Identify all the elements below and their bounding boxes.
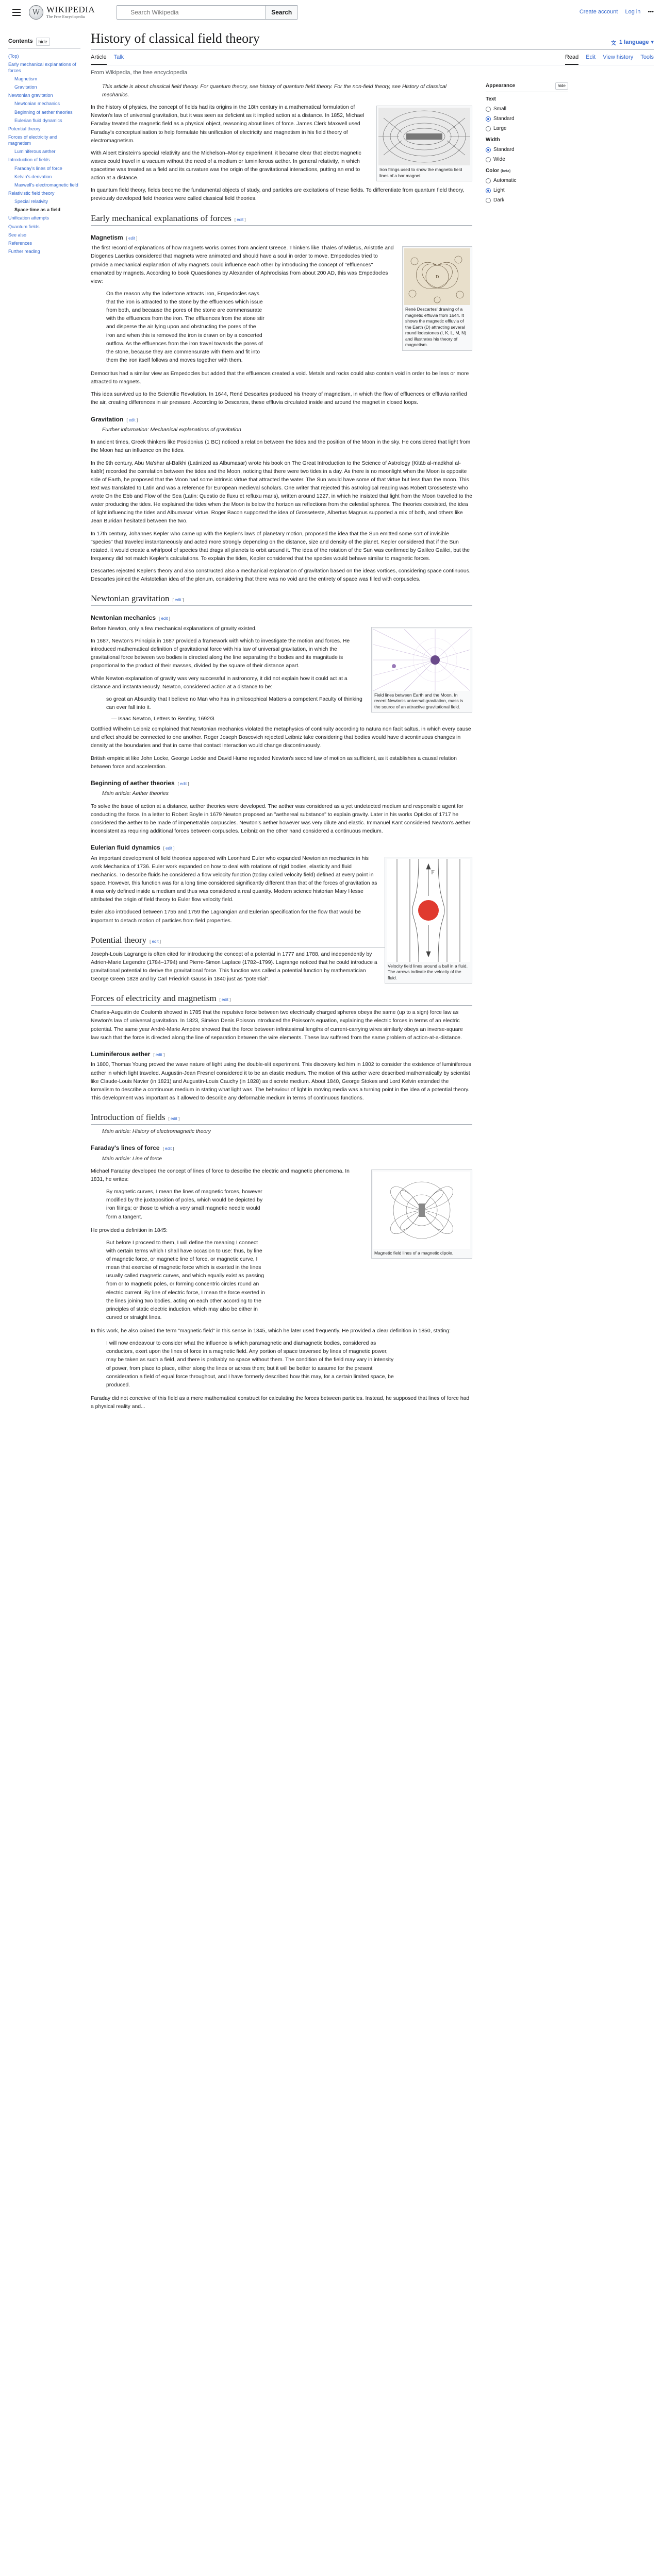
- edit-section-link[interactable]: [ edit ]: [234, 217, 246, 222]
- paragraph: Democritus had a similar view as Empedocles but added that the effluences created a void. Metals and rocks could also contain void in order to be less or more attracted to magnets.: [91, 371, 469, 385]
- subsection-heading: Beginning of aether theories [ edit ]: [91, 779, 189, 787]
- width-wide[interactable]: Wide: [486, 156, 568, 164]
- menu-bar: [12, 12, 21, 13]
- width-label: Width: [486, 137, 500, 143]
- figure-caption: Magnetic field lines of a magnetic dipole.: [374, 1250, 454, 1256]
- toc-item[interactable]: Potential theory: [8, 126, 41, 131]
- text-size-standard[interactable]: Standard: [486, 115, 568, 123]
- tagline: The Free Encyclopedia: [46, 14, 85, 19]
- hatnote: Further information: Mechanical explanations of gravitation: [102, 427, 241, 433]
- toc-item[interactable]: Further reading: [8, 248, 40, 254]
- radio-selected-icon: [486, 147, 491, 152]
- page-title: History of classical field theory: [91, 31, 260, 46]
- search-button[interactable]: Search: [266, 5, 297, 20]
- radio-selected-icon: [486, 116, 491, 122]
- quote: But before I proceed to them, I will define the meaning I connect with certain terms which I shall have occasion to use: thus, by line of magnetic force, or magnetic line of force, or magnetic curve, I mean that exercise of magnetic force which is exerted in the lines usually called magnetic curves, and which equally exist as passing from or to magnetic poles, or forming concentric circles round an electric current. By line of electric force, I mean the force exerted in the lines joining two bodies, acting on each other according to the principles of static electric induction, which may also be either in curved or straight lines.: [106, 1240, 265, 1320]
- toc-item[interactable]: (Top): [8, 53, 19, 59]
- edit-section-link[interactable]: [ edit ]: [219, 997, 231, 1003]
- menu-bar: [12, 9, 21, 10]
- tab-edit[interactable]: Edit: [586, 54, 596, 60]
- toc-item[interactable]: References: [8, 240, 32, 246]
- paragraph: Faraday did not conceive of this field as a mere mathematical construct for calculating the forces between particles. Instead, he supposed that lines of force had a physical reality and...: [91, 1395, 470, 1410]
- paragraph: In 17th century, Johannes Kepler who came up with the Kepler's laws of planetary motion, proposed the idea that the Sun emitted some sort of invisible "species" that traveled instantaneously and acted more strongly depending on the distance, size and density of the planet. Kepler considered that if the Sun rotated, it would create a whirlpool of species that drags all planets to orbit around it. The idea of the rotation of the Sun was confirmed by Galileo Galilei, but the frequency did not match Kepler's calculations. To explain the tides, Kepler considered that the species would behave similar to magnetic forces.: [91, 531, 470, 562]
- svg-text:D: D: [436, 275, 439, 280]
- subsection-heading: Magnetism [ edit ]: [91, 233, 138, 241]
- toc-item[interactable]: Forces of electricity and magnetism: [8, 134, 58, 146]
- paragraph: Joseph-Louis Lagrange is often cited for introducing the concept of a potential in 1777 and 1788, and independently by Adrien-Marie Legendre (1784–1794) and Pierre-Simon Laplace (1782–1799). Lagrange noticed that he could introduce a gravitational potential to derive the gravitational force. This function was called a potential function by mathematician George Green 1828 and by Carl Friedrich Gauss in 1840 just as "potential".: [91, 951, 377, 982]
- text-size-label: Text: [486, 96, 496, 102]
- page-tabs: [91, 53, 654, 66]
- section-heading: Introduction of fields [ edit ]: [91, 1112, 472, 1125]
- descartes-drawing-image[interactable]: [404, 248, 470, 305]
- paragraph: In the 9th century, Abu Ma'shar al-Balkhi (Latinized as Albumasar) wrote his book on The Great Introduction to the Science of Astrology (Kitāb al-madkhal al-kabīr) recorded the correlation between the tides and the Moon, noticing that there were two tides in a day. As there is no moonlight when the Moon is opposite side of Earth, he proposed that the Moon had some intrinsic virtue that attracted the water. The Sun would have some of that virtue but less than the moon. This text was translated to Latin and was a reference for European medieval scholars. One writer that rejected this astrological reading was Robert Grosseteste who wrote On the Ebb and Flow of the Sea (Latin: Questio de fluxu et refluxu maris), written around 1227, in which he insisted that light from the Moon travelled to the water producing the tides. He explained the tides when the Moon is below the horizon as reflections from the celestial spheres. The theories coexisted, the idea of light influencing the tides and Albumasar' virtue. Roger Bacon supported the idea of Grosseteste, Albertus Magnus supported a mix of both, and others like Jean Buridan hesitated between the two.: [91, 460, 472, 524]
- toc-item[interactable]: Newtonian mechanics: [14, 101, 60, 107]
- toc-item[interactable]: Early mechanical explanations of forces: [8, 61, 76, 73]
- appearance-hide-button[interactable]: hide: [555, 82, 568, 90]
- section-heading: Forces of electricity and magnetism [ edit ]: [91, 993, 472, 1006]
- globe-icon: W: [29, 5, 43, 20]
- toc-item[interactable]: Relativistic field theory: [8, 190, 55, 196]
- figure-earth-moon-field: [371, 627, 472, 713]
- section-heading: Newtonian gravitation [ edit ]: [91, 593, 472, 606]
- quote-citation: — Isaac Newton, Letters to Bentley, 1692/3: [111, 716, 214, 722]
- toc-item[interactable]: Magnetism: [14, 76, 38, 82]
- paragraph: This idea survived up to the Scientific Revolution. In 1644, René Descartes produced his theory of magnetism, in which the flow of effluences or effluvia rarified the air, creating differences in air pressure. According to Descartes, these effluvia circulated inside and around the magnet in closed loops.: [91, 392, 467, 406]
- paragraph: Descartes rejected Kepler's theory and also constructed also a mechanical explanation of gravitation based on the ideas vortices, considering space continuous. Descartes joined the Aristotelian idea of the plenum, considering that there was no void and the entirety of space was filled with corpuscles.: [91, 568, 471, 583]
- figure-dipole-field: [371, 1170, 472, 1259]
- paragraph: An important development of field theories appeared with Leonhard Euler who expanded Newtonian mechanics in his work Mechanica of 1736. Euler work expanded on how to deal with rotations of rigid bodies, elasticity and fluid mechanics. To describe fluids he considered a flow velocity function (today called velocity field) defined at every point in space. However, this function was for a long time considered significantly different than that of the forces of gravitation as it was only defined inside a medium and thus was considered a real quantity. Modern science historian Mary Hesse attributed the origin of field theory to Euler flow velocity field.: [91, 855, 377, 903]
- section-heading: Potential theory [ edit ]: [91, 935, 472, 947]
- edit-section-link[interactable]: [ edit ]: [172, 598, 184, 603]
- figure-caption: Iron filings used to show the magnetic field lines of a bar magnet.: [379, 167, 462, 178]
- edit-section-link[interactable]: [ edit ]: [153, 1052, 165, 1057]
- paragraph: In 1800, Thomas Young proved the wave nature of light using the double-slit experiment. This discovery led him in 1802 to consider the existence of luminiferous aether in which light traveled. Augustin-Jean Fresnel considered it to be an elastic medium. The motion of this aether were described mathematically by scientist like Claude-Louis Navier (in 1821) and Augustin-Louis Cauchy (in 1828) as discrete medium. About 1840, George Stokes and Lord Kelvin extended the formalism to describe a continuous medium in stating what light was. The behaviour of light in moving media was a turning point in the idea of a potential theory. This development was important as it allowed to describe any deformable medium in terms of continuous functions.: [91, 1062, 471, 1101]
- tab-talk[interactable]: Talk: [113, 54, 124, 60]
- edit-section-link[interactable]: [ edit ]: [162, 1146, 174, 1151]
- color-label: Color (beta): [486, 167, 511, 174]
- width-standard[interactable]: Standard: [486, 146, 568, 154]
- wikipedia-logo[interactable]: [29, 5, 95, 20]
- edit-section-link[interactable]: [ edit ]: [163, 846, 175, 851]
- paragraph: In 1687, Newton's Principia in 1687 provided a framework with which to investigate the motion and forces. He introduced mathematical definition of gravitational force with his law of universal gravitation, in which the gravitational force between two bodies is directed along the line separating the bodies and its magnitude is proportional to the product of their masses, divided by the square of their distance apart.: [91, 638, 350, 669]
- toc-item[interactable]: Luminiferous aether: [14, 149, 56, 155]
- radio-icon: [486, 198, 491, 203]
- figure-caption: Field lines between Earth and the Moon. In recent Newton's universal gravitation, mass is the source of an attractive gravitational field.: [374, 692, 464, 709]
- menu-bar: [12, 15, 21, 16]
- subsection-heading: Newtonian mechanics [ edit ]: [91, 614, 170, 622]
- toc-item[interactable]: Unification attempts: [8, 215, 49, 221]
- user-tools: [580, 8, 654, 17]
- search-input[interactable]: [117, 5, 266, 20]
- toc-item[interactable]: Maxwell's electromagnetic field: [14, 182, 78, 188]
- color-dark[interactable]: Dark: [486, 196, 568, 205]
- hatnote: Main article: Aether theories: [102, 791, 169, 797]
- language-button[interactable]: [611, 38, 654, 47]
- hatnote: This article is about classical field theory. For quantum theory, see history of quantum field theory. For the non-field theory, see History of classical mechanics.: [102, 83, 446, 98]
- toc-item[interactable]: Space-time as a field: [14, 207, 61, 213]
- color-automatic[interactable]: Automatic: [486, 177, 568, 185]
- edit-section-link[interactable]: [ edit ]: [126, 235, 138, 241]
- gravity-field-image[interactable]: [373, 629, 470, 691]
- edit-section-link[interactable]: [ edit ]: [168, 1116, 180, 1122]
- toc-hide-button[interactable]: hide: [36, 38, 50, 46]
- toc-item[interactable]: Special relativity: [14, 199, 48, 205]
- from-wikipedia: From Wikipedia, the free encyclopedia: [91, 70, 188, 76]
- quote: On the reason why the lodestone attracts iron, Empedocles says that the iron is attracted to the stone by the effluences which issue from both, and because the pores of the stone are commensurate with the effluences from the iron. The effluences from the stone stir and disperse the air lying upon and obstructing the pores of the iron and when this is removed the iron is drawn on by a concerted outflow. As the effluences from the iron travel towards the pores of the stone, because they are commensurate with them and fit into them the iron itself follows and moves together with them.: [106, 291, 264, 363]
- edit-section-link[interactable]: [ edit ]: [126, 417, 138, 422]
- text-size-large[interactable]: Large: [486, 125, 568, 133]
- toc-item[interactable]: Introduction of fields: [8, 157, 50, 163]
- quote: so great an Absurdity that I believe no Man who has in philosophical Matters a competent Faculty of thinking can ever fall into it.: [106, 696, 362, 710]
- subsection-heading: Faraday's lines of force [ edit ]: [91, 1144, 174, 1152]
- more-options-icon[interactable]: •••: [648, 9, 654, 15]
- intro-paragraph: In the history of physics, the concept of fields had its origins in the 18th century in a mathematical formulation of Newton's law of universal gravitation, but it was seen as deficient as it implied action at a distance. In 1852, Michael Faraday treated the magnetic field as a physical object, reasoning about lines of force. James Clerk Maxwell used Faraday's conceptualisation to help formulate his unification of electricity and magnetism in his field theory of electromagnetism.: [91, 105, 365, 144]
- wordmark: WIKIPEDIA: [46, 5, 95, 15]
- tab-read[interactable]: Read: [565, 53, 578, 65]
- search-form: [117, 5, 297, 20]
- svg-text:文: 文: [611, 41, 616, 46]
- section-heading: Early mechanical explanations of forces [ edit ]: [91, 213, 472, 226]
- subsection-heading: Luminiferous aether [ edit ]: [91, 1050, 165, 1058]
- paragraph: Michael Faraday developed the concept of lines of force to describe the electric and magnetic phenomena. In 1831, he writes:: [91, 1168, 350, 1183]
- text-size-small[interactable]: Small: [486, 105, 568, 113]
- appearance-panel: [486, 82, 568, 1415]
- login-link[interactable]: Log in: [625, 9, 641, 15]
- toc-item[interactable]: Quantum fields: [8, 224, 40, 229]
- radio-selected-icon: [486, 188, 491, 193]
- subsection-heading: Eulerian fluid dynamics [ edit ]: [91, 844, 175, 852]
- dipole-field-image[interactable]: [373, 1172, 470, 1249]
- toc-item[interactable]: See also: [8, 232, 27, 238]
- velocity-field-image[interactable]: [387, 859, 470, 962]
- toc-title: Contents: [8, 38, 33, 44]
- paragraph: To solve the issue of action at a distance, aether theories were developed. The aether was considered as a yet undetected medium and responsible agent for conducting the force. In a letter to Robert Boyle in 1679 Newton proposed an "aethereal substance" to explain gravity. Later in his works Opticks of 1717 he considered the aether to be made of impenetrable corpuscles. Newton's aether however was very dilute and elastic. Immanuel Kant considered Newton's aether inconsistent as requiring additional forces between corpuscles. Leibniz on the other hand considered a continuous medium.: [91, 803, 471, 834]
- edit-section-link[interactable]: [ edit ]: [159, 616, 170, 621]
- color-light[interactable]: Light: [486, 187, 568, 195]
- paragraph: Euler also introduced between 1755 and 1759 the Lagrangian and Eulerian specification for the flow that would be important to detach motion of particles from field properties.: [91, 909, 361, 924]
- radio-icon: [486, 126, 491, 131]
- radio-icon: [486, 157, 491, 162]
- intro-paragraph: In quantum field theory, fields become the fundamental objects of study, and particles are excitations of these fields. To differentiate from quantum field theory, previously developed field theories were called classical field theories.: [91, 188, 465, 202]
- main-menu-button[interactable]: [8, 4, 25, 21]
- translate-icon: [611, 40, 617, 46]
- paragraph: Before Newton, only a few mechanical explanations of gravity existed.: [91, 625, 257, 632]
- toc-item[interactable]: Kelvin's derivation: [14, 174, 52, 179]
- language-count: 1 language: [619, 39, 649, 46]
- iron-filings-image[interactable]: [378, 108, 470, 165]
- figure-velocity-field: [385, 857, 472, 984]
- figure-iron-filings: [376, 106, 472, 181]
- toc-item[interactable]: Faraday's lines of force: [14, 165, 62, 171]
- toc-item[interactable]: Eulerian fluid dynamics: [14, 117, 62, 123]
- article-body: [91, 82, 472, 1415]
- radio-icon: [486, 178, 491, 183]
- paragraph: He provided a definition in 1845:: [91, 1227, 168, 1233]
- toc-item[interactable]: Newtonian gravitation: [8, 93, 53, 98]
- paragraph: In ancient times, Greek thinkers like Posidonius (1 BC) noticed a relation between the tides and the position of the Moon in the sky. He considered that light from the Moon had an influence on the tides.: [91, 439, 471, 454]
- tab-view-history[interactable]: View history: [603, 54, 634, 60]
- radio-icon: [486, 107, 491, 112]
- paragraph: While Newton explanation of gravity was very successful in astronomy, it did not explain how it could act at a distance and instantaneously. Newton, considered action at a distance to be:: [91, 675, 347, 690]
- tab-article[interactable]: Article: [91, 53, 107, 65]
- toc-list: [8, 52, 80, 256]
- toc-item[interactable]: Beginning of aether theories: [14, 109, 73, 115]
- figure-descartes: [402, 246, 472, 350]
- paragraph: British empiricist like John Locke, George Lockie and David Hume regarded Newton's second law of motion as sufficient, as it establishes a causal relation between force and acceleration.: [91, 755, 457, 770]
- intro-paragraph: With Albert Einstein's special relativity and the Michelson–Morley experiment, it became clear that electromagnetic waves could travel in a vacuum without the need of a medium or luminiferous aether. In general relativity, in which spacetime was treated as a field and its curvature was the origin of the gravitational interactions, putting an end to action at a distance.: [91, 150, 361, 181]
- paragraph: Charles-Augustin de Coulomb showed in 1785 that the repulsive force between two electrically charged spheres obeys the same (up to a sign) force law as Newton's law of universal gravitation. In 1823, Siméon Denis Poisson introduced the Poisson's equation, explaining the electric forces in terms of an electric potential. The same year André-Marie Ampère showed that the force between infinitesimal lengths of current-carrying wires similarly obeys an inverse-square law such that the force is directed along the line of separation between the wire elements. These law suffered from the same problem of action-at-a-distance.: [91, 1010, 463, 1041]
- paragraph: In this work, he also coined the term "magnetic field" in this sense in 1845, which he later used frequently. He provided a clear definition in 1850, stating:: [91, 1328, 451, 1334]
- tab-tools[interactable]: Tools: [640, 54, 654, 60]
- force-label: F: [431, 870, 435, 876]
- site-header: [0, 0, 662, 25]
- quote: By magnetic curves, I mean the lines of magnetic forces, however modified by the juxtaposition of poles, which would be depicted by iron filings; or those to which a very small magnetic needle would form a tangent.: [106, 1189, 263, 1220]
- quote: I will now endeavour to consider what the influence is which paramagnetic and diamagnetic bodies, considered as conductors, exert upon the lines of force in a magnetic field. Any portion of space traversed by lines of magnetic power, may be taken as such a field, and there is probably no space without them. The condition of the field may vary in intensity of power, from place to place, either along the lines or across them; but it will be better to assume for the present consideration a field of equal force throughout, and I have formerly described how this may, for a certain limited space, be produced.: [106, 1341, 394, 1388]
- figure-caption: René Descartes' drawing of a magnetic effluvia from 1644. It shows the magnetic effluvia of the Earth (D) attracting several round lodestones (I, K, L, M, N) and illustrates his theory of magnetism.: [405, 307, 467, 348]
- edit-section-link[interactable]: [ edit ]: [150, 939, 161, 944]
- chevron-down-icon: ▾: [651, 39, 654, 46]
- appearance-title: Appearance: [486, 82, 516, 89]
- edit-section-link[interactable]: [ edit ]: [177, 781, 189, 786]
- create-account-link[interactable]: Create account: [579, 9, 618, 15]
- hatnote: Main article: History of electromagnetic theory: [102, 1129, 211, 1135]
- content-column: [80, 25, 654, 1415]
- table-of-contents: [8, 25, 80, 1415]
- hatnote: Main article: Line of force: [102, 1156, 162, 1162]
- toc-item[interactable]: Gravitation: [14, 84, 37, 90]
- paragraph: Gottfried Wilhelm Leibniz complained that Newtonian mechanics violated the metaphysics of continuity according to natura non facit saltus, in which every cause and effect should be connected to one another. Roger Joseph Boscovich rejected Leibniz take considering that bodies would have discontinuous changes in density at the boundaries and that in came that contact interaction would change discontinuously.: [91, 726, 471, 749]
- paragraph: The first record of explanations of how magnets works comes from ancient Greece. Thinkers like Thales of Miletus, Aristotle and Diogenes Laertius considered that magnets were animated and should have a soul in order to move. Empedocles tried to provide a mechanical explanation of why magnets could influence each other by introducing the concept of "effluences" emanated by magnets. According to book Quaestiones by Alexander of Aphrodisias from about 200 AD, this was Empedocles view:: [91, 245, 394, 284]
- figure-caption: Velocity field lines around a ball in a fluid. The arrows indicate the velocity of the fluid.: [388, 963, 468, 980]
- subsection-heading: Gravitation [ edit ]: [91, 415, 138, 423]
